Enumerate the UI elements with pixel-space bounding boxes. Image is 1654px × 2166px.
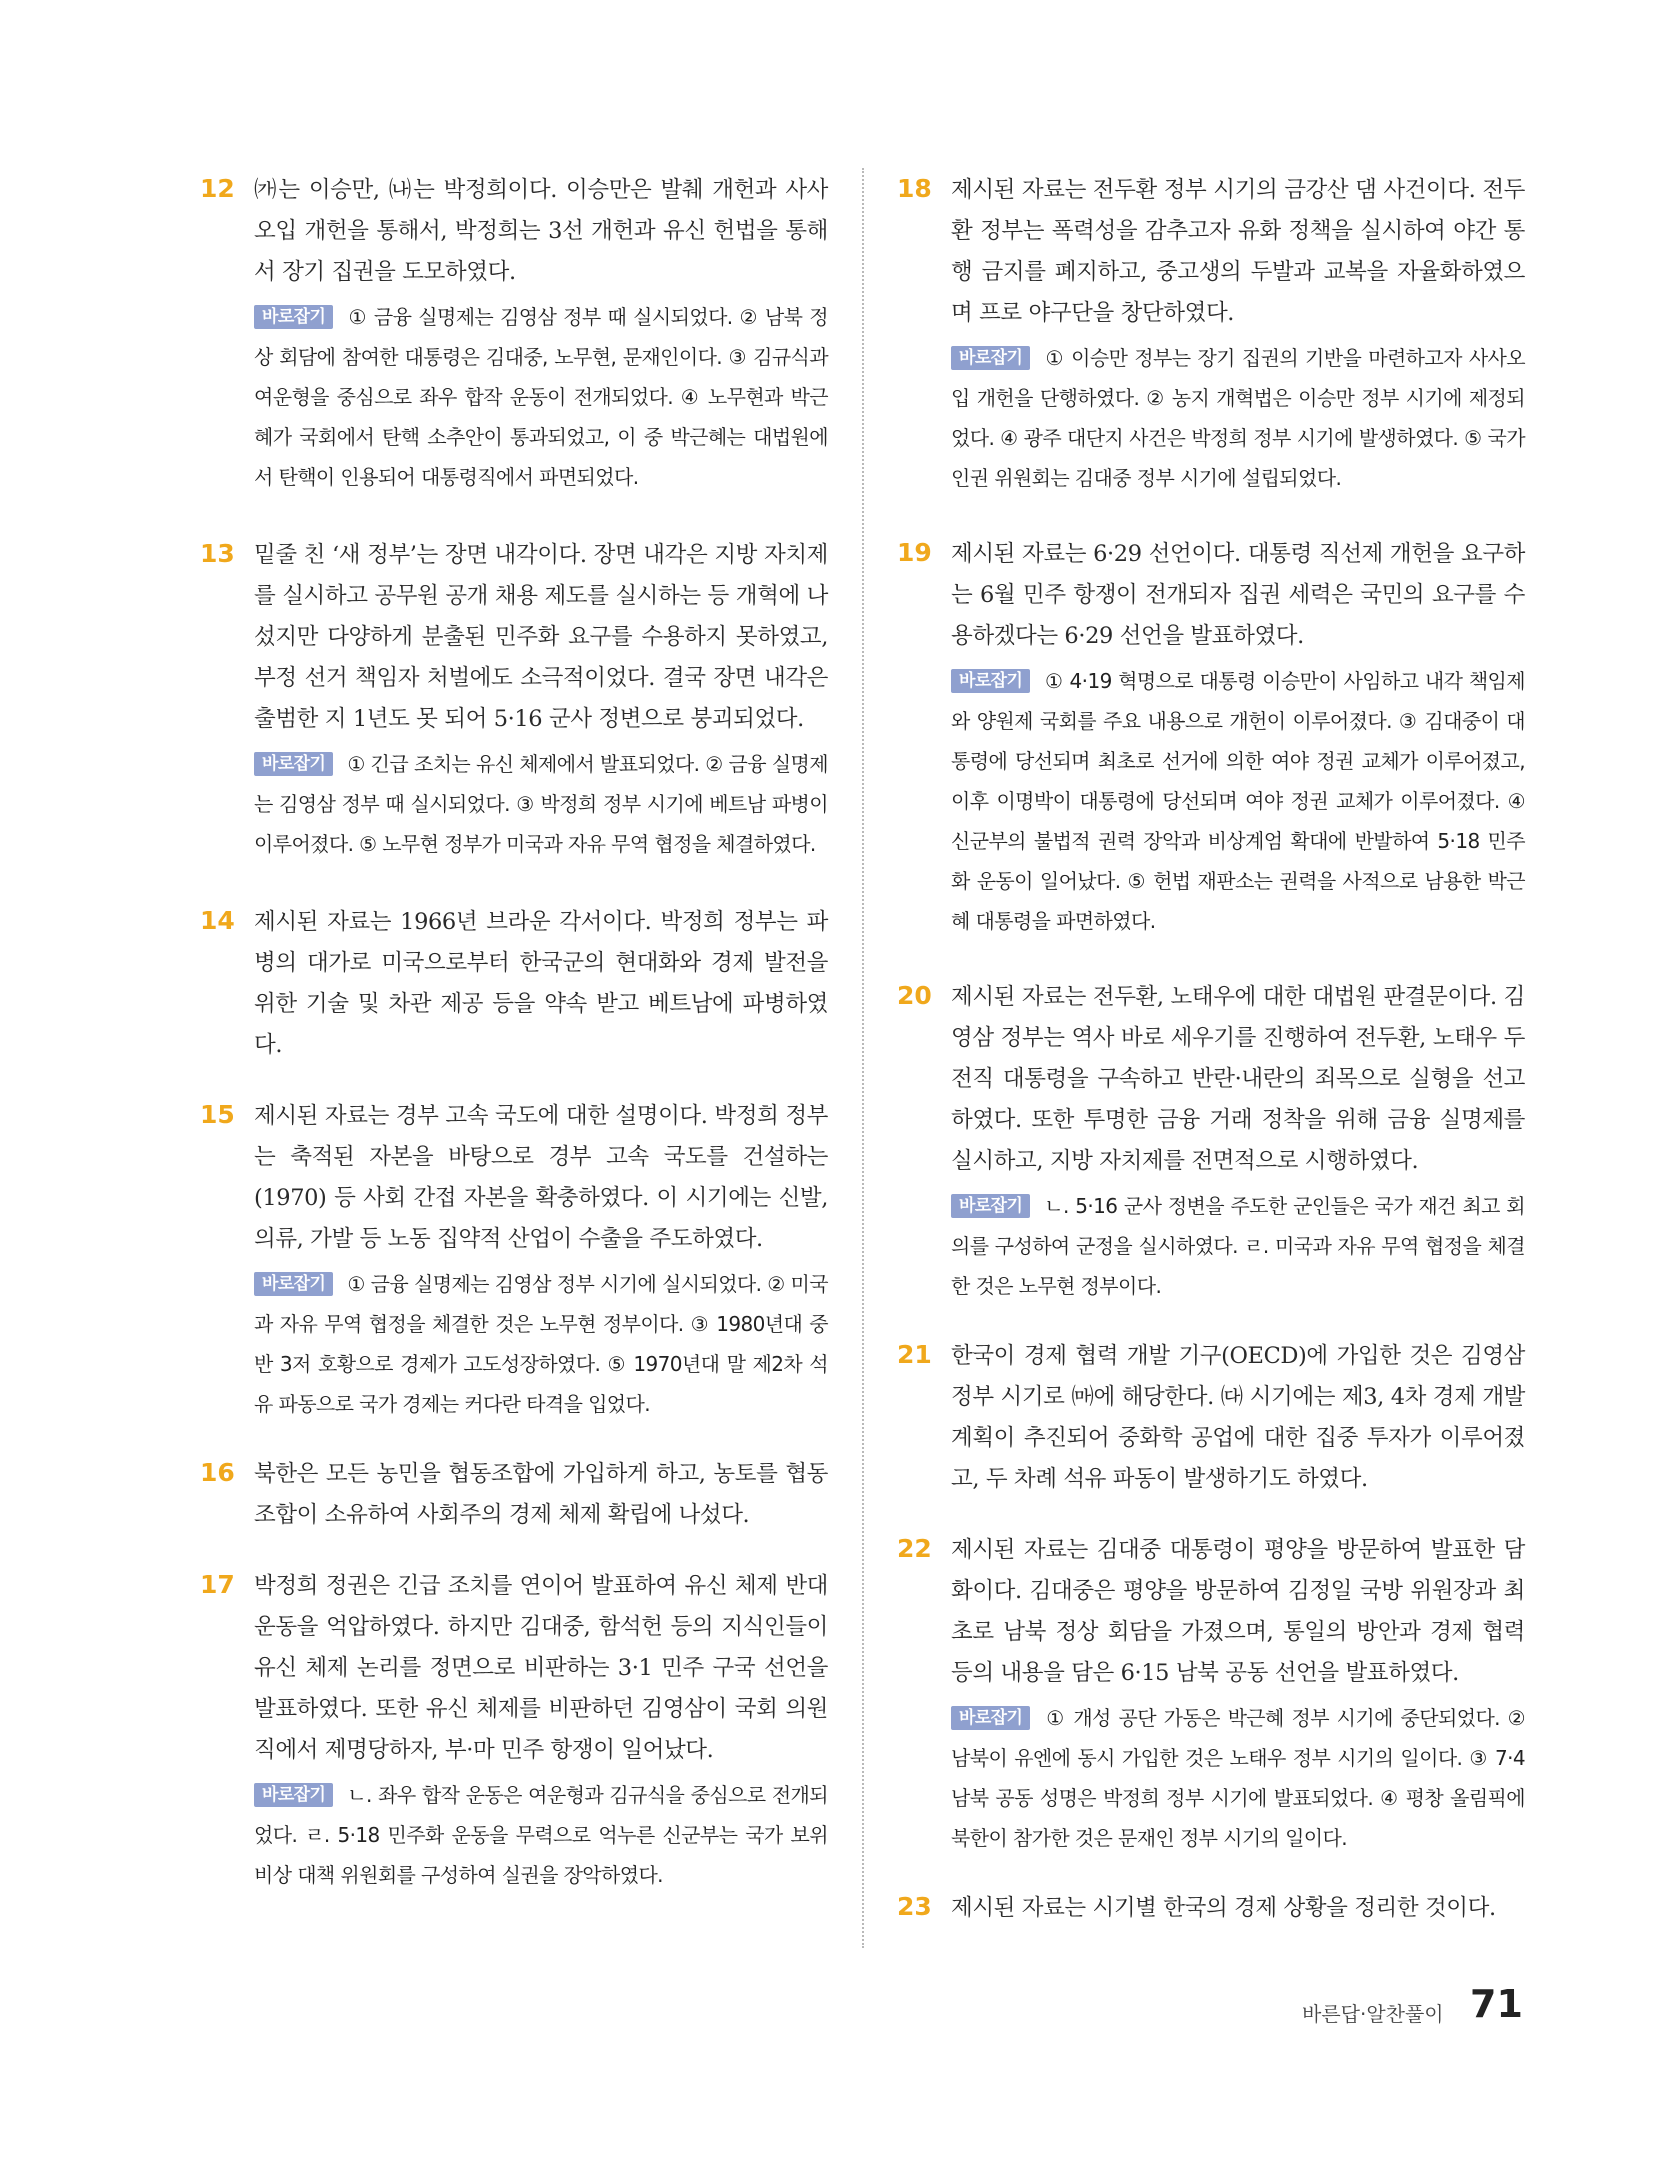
explanation-text: 북한은 모든 농민을 협동조합에 가입하게 하고, 농토를 협동조합이 소유하여 사회주의 경제 체제 확립에 나섰다. xyxy=(254,1461,828,1528)
answer-item-16 xyxy=(200,1454,828,1536)
correction-text: ㄴ. 5·16 군사 정변을 주도한 군인들은 국가 재건 최고 회의를 구성하여 군정을 실시하였다. ㄹ. 미국과 자유 무역 협정을 체결한 것은 노무현 정부이다. xyxy=(951,1194,1525,1298)
correction-note xyxy=(254,1775,828,1895)
correction-text: ① 금융 실명제는 김영삼 정부 시기에 실시되었다. ② 미국과 자유 무역 협정을 체결한 것은 노무현 정부이다. ③ 1980년대 중반 3저 호황으로 경제가 고도성장하였다. ⑤ 1970년대 말 제2차 석유 파동으로 국가 경제는 커다란 타격을 입었다. xyxy=(254,1272,828,1416)
answer-item-18 xyxy=(897,170,1525,498)
correction-note xyxy=(254,1264,828,1424)
correction-note xyxy=(254,297,828,497)
explanation-text: 한국이 경제 협력 개발 기구(OECD)에 가입한 것은 김영삼 정부 시기로 ㈒에 해당한다. ㈐ 시기에는 제3, 4차 경제 개발 계획이 추진되어 중화학 공업에 대한 집중 투자가 이루어졌고, 두 차례 석유 파동이 발생하기도 하였다. xyxy=(951,1343,1525,1492)
correction-badge: 바로잡기 xyxy=(254,1272,333,1296)
explanation-text: 밑줄 친 ‘새 정부’는 장면 내각이다. 장면 내각은 지방 자치제를 실시하고 공무원 공개 채용 제도를 실시하는 등 개혁에 나섰지만 다양하게 분출된 민주화 요구를 수용하지 못하였고, 부정 선거 책임자 처벌에도 소극적이었다. 결국 장면 내각은 출범한 지 1년도 못 되어 5·16 군사 정변으로 붕괴되었다. xyxy=(254,542,828,732)
correction-badge: 바로잡기 xyxy=(254,752,333,776)
question-number: 17 xyxy=(200,1570,235,1599)
correction-badge: 바로잡기 xyxy=(254,1783,333,1807)
question-number: 13 xyxy=(200,539,235,568)
answer-item-22 xyxy=(897,1530,1525,1858)
question-number: 16 xyxy=(200,1458,235,1487)
explanation-text: 제시된 자료는 경부 고속 국도에 대한 설명이다. 박정희 정부는 축적된 자본을 바탕으로 경부 고속 국도를 건설하는 (1970) 등 사회 간접 자본을 확충하였다. 이 시기에는 신발, 의류, 가발 등 노동 집약적 산업이 수출을 주도하였다. xyxy=(254,1103,828,1252)
correction-note xyxy=(951,1698,1525,1858)
right-column xyxy=(897,170,1525,1929)
question-number: 14 xyxy=(200,906,235,935)
column-divider xyxy=(862,168,864,1948)
answer-item-19 xyxy=(897,534,1525,941)
explanation-text: ㈎는 이승만, ㈏는 박정희이다. 이승만은 발췌 개헌과 사사오입 개헌을 통해서, 박정희는 3선 개헌과 유신 헌법을 통해서 장기 집권을 도모하였다. xyxy=(254,177,828,285)
correction-note xyxy=(951,338,1525,498)
answer-item-23 xyxy=(897,1888,1525,1929)
question-number: 20 xyxy=(897,981,932,1010)
question-number: 15 xyxy=(200,1100,235,1129)
question-number: 18 xyxy=(897,174,932,203)
explanation-text: 제시된 자료는 1966년 브라운 각서이다. 박정희 정부는 파병의 대가로 미국으로부터 한국군의 현대화와 경제 발전을 위한 기술 및 차관 제공 등을 약속 받고 베트남에 파병하였다. xyxy=(254,909,828,1058)
correction-badge: 바로잡기 xyxy=(951,1194,1030,1218)
left-column xyxy=(200,170,828,1895)
correction-badge: 바로잡기 xyxy=(254,305,333,329)
question-number: 22 xyxy=(897,1534,932,1563)
answer-item-13 xyxy=(200,535,828,864)
explanation-text: 제시된 자료는 시기별 한국의 경제 상황을 정리한 것이다. xyxy=(951,1895,1496,1921)
correction-text: ① 금융 실명제는 김영삼 정부 때 실시되었다. ② 남북 정상 회담에 참여한 대통령은 김대중, 노무현, 문재인이다. ③ 김규식과 여운형을 중심으로 좌우 합작 운동이 전개되었다. ④ 노무현과 박근혜가 국회에서 탄핵 소추안이 통과되었고, 이 중 박근혜는 대법원에서 탄핵이 인용되어 대통령직에서 파면되었다. xyxy=(254,305,828,489)
correction-badge: 바로잡기 xyxy=(951,669,1030,693)
explanation-text: 박정희 정권은 긴급 조치를 연이어 발표하여 유신 체제 반대 운동을 억압하였다. 하지만 김대중, 함석헌 등의 지식인들이 유신 체제 논리를 정면으로 비판하는 3·1 민주 구국 선언을 발표하였다. 또한 유신 체제를 비판하던 김영삼이 국회 의원직에서 제명당하자, 부·마 민주 항쟁이 일어났다. xyxy=(254,1573,828,1763)
question-number: 21 xyxy=(897,1340,932,1369)
question-number: 23 xyxy=(897,1892,932,1921)
footer-label: 바른답·알찬풀이 xyxy=(1302,2002,1444,2026)
correction-text: ① 이승만 정부는 장기 집권의 기반을 마련하고자 사사오입 개헌을 단행하였다. ② 농지 개혁법은 이승만 정부 시기에 제정되었다. ④ 광주 대단지 사건은 박정희 정부 시기에 발생하였다. ⑤ 국가 인권 위원회는 김대중 정부 시기에 설립되었다. xyxy=(951,346,1525,490)
correction-note xyxy=(951,1186,1525,1306)
explanation-text: 제시된 자료는 전두환 정부 시기의 금강산 댐 사건이다. 전두환 정부는 폭력성을 감추고자 유화 정책을 실시하여 야간 통행 금지를 폐지하고, 중고생의 두발과 교복을 자율화하였으며 프로 야구단을 창단하였다. xyxy=(951,177,1525,326)
explanation-text: 제시된 자료는 전두환, 노태우에 대한 대법원 판결문이다. 김영삼 정부는 역사 바로 세우기를 진행하여 전두환, 노태우 두 전직 대통령을 구속하고 반란·내란의 죄목으로 실형을 선고하였다. 또한 투명한 금융 거래 정착을 위해 금융 실명제를 실시하고, 지방 자치제를 전면적으로 시행하였다. xyxy=(951,984,1525,1174)
question-number: 19 xyxy=(897,538,932,567)
answer-item-21 xyxy=(897,1336,1525,1500)
explanation-text: 제시된 자료는 6·29 선언이다. 대통령 직선제 개헌을 요구하는 6월 민주 항쟁이 전개되자 집권 세력은 국민의 요구를 수용하겠다는 6·29 선언을 발표하였다. xyxy=(951,541,1525,649)
correction-note xyxy=(254,744,828,864)
correction-badge: 바로잡기 xyxy=(951,1706,1030,1730)
explanation-text: 제시된 자료는 김대중 대통령이 평양을 방문하여 발표한 담화이다. 김대중은 평양을 방문하여 김정일 국방 위원장과 최초로 남북 정상 회담을 가졌으며, 통일의 방안과 경제 협력 등의 내용을 담은 6·15 남북 공동 선언을 발표하였다. xyxy=(951,1537,1525,1686)
answer-item-20 xyxy=(897,977,1525,1306)
page-number: 71 xyxy=(1470,1982,1523,2026)
correction-text: ① 긴급 조치는 유신 체제에서 발표되었다. ② 금융 실명제는 김영삼 정부 때 실시되었다. ③ 박정희 정부 시기에 베트남 파병이 이루어졌다. ⑤ 노무현 정부가 미국과 자유 무역 협정을 체결하였다. xyxy=(254,752,828,856)
correction-badge: 바로잡기 xyxy=(951,346,1030,370)
answer-item-15 xyxy=(200,1096,828,1424)
question-number: 12 xyxy=(200,174,235,203)
correction-text: ① 4·19 혁명으로 대통령 이승만이 사임하고 내각 책임제와 양원제 국회를 주요 내용으로 개헌이 이루어졌다. ③ 김대중이 대통령에 당선되며 최초로 선거에 의한 여야 정권 교체가 이루어졌고, 이후 이명박이 대통령에 당선되며 여야 정권 교체가 이루어졌다. ④ 신군부의 불법적 권력 장악과 비상계엄 확대에 반발하여 5·18 민주화 운동이 일어났다. ⑤ 헌법 재판소는 권력을 사적으로 남용한 박근혜 대통령을 파면하였다. xyxy=(951,669,1525,933)
answer-item-14 xyxy=(200,902,828,1066)
answer-item-17 xyxy=(200,1566,828,1895)
correction-text: ① 개성 공단 가동은 박근혜 정부 시기에 중단되었다. ② 남북이 유엔에 동시 가입한 것은 노태우 정부 시기의 일이다. ③ 7·4 남북 공동 성명은 박정희 정부 시기에 발표되었다. ④ 평창 올림픽에 북한이 참가한 것은 문재인 정부 시기의 일이다. xyxy=(951,1706,1525,1850)
answer-item-12 xyxy=(200,170,828,497)
correction-text: ㄴ. 좌우 합작 운동은 여운형과 김규식을 중심으로 전개되었다. ㄹ. 5·18 민주화 운동을 무력으로 억누른 신군부는 국가 보위 비상 대책 위원회를 구성하여 실권을 장악하였다. xyxy=(254,1783,828,1887)
correction-note xyxy=(951,661,1525,941)
